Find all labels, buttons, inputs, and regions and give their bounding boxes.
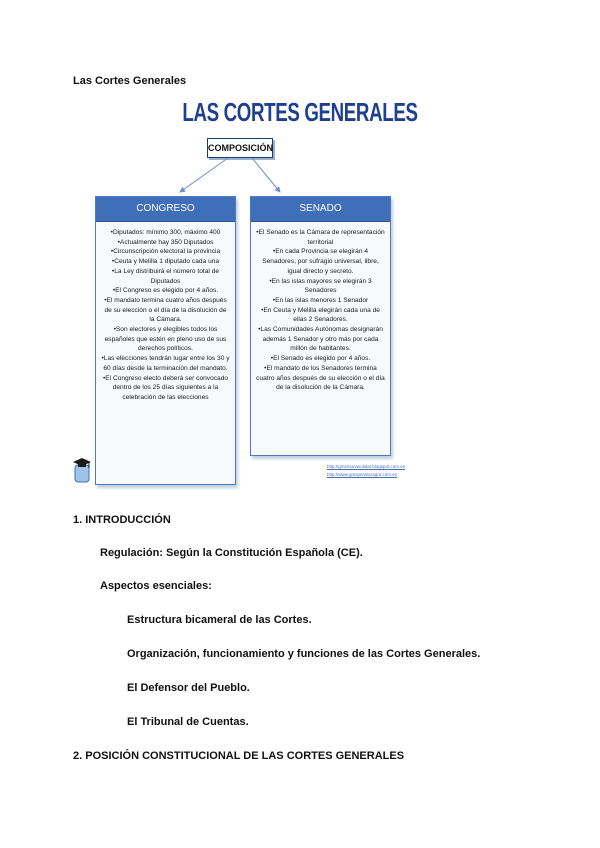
aspect-item: Organización, funcionamiento y funciones de las Cortes Generales. [127,648,481,660]
source-urls [327,463,405,479]
congreso-item: •Actualmente hay 350 Diputados [117,238,214,246]
congreso-body [96,222,235,403]
intro-title: 1. INTRODUCCIÓN [73,514,171,526]
senado-header: SENADO [251,197,390,222]
congreso-item: •Son electores y elegibles todos los españoles que estén en pleno uso de sus derechos políticos. [104,326,227,353]
senado-item: •El Senado es la Cámara de representación territorial [256,229,385,246]
congreso-item: •La Ley distribuirá el número total de Diputados [111,267,220,285]
url-link[interactable]: http://www.gmsperalozagra.com.es [327,472,398,477]
arrow-to-congreso [180,158,228,192]
senado-panel [250,196,391,456]
graduation-cap-logo-icon [73,457,91,483]
diagram-title: LAS CORTES GENERALES [182,97,418,127]
congreso-item: •Circunscripción electoral la provincia [110,248,221,256]
url-link[interactable]: http://gmsmunasolidar.blogspot.com.es [327,464,406,469]
aspects-title: Aspectos esenciales: [100,580,212,592]
senado-item: •En las islas mayores se elegirán 3 Senadores [269,277,372,295]
aspect-item: El Tribunal de Cuentas. [127,716,249,728]
aspect-item: Estructura bicameral de las Cortes. [127,614,312,626]
senado-body [251,222,390,393]
congreso-panel [95,196,236,485]
congreso-header: CONGRESO [96,197,235,222]
congreso-item: •El Congreso es elegido por 4 años. [112,287,219,295]
senado-item: •En Ceuta y Melilla elegirán cada una de ellas 2 Senadores. [261,306,380,324]
senado-item: •El Senado es elegido por 4 años. [270,355,371,363]
congreso-item: •Las elecciones tendrán lugar entre los 30 y 60 días desde la terminación del mandato. [101,355,230,372]
congreso-item: •Ceuta y Melilla 1 diputado cada una [111,258,220,266]
senado-item: •El mandato de los Senadores termina cuatro años después de su elección o el día de la disolución de la Cámara. [256,364,385,392]
senado-item: •En las islas menores 1 Senador [272,296,369,304]
regulation-line: Regulación: Según la Constitución Española (CE). [100,547,363,559]
aspect-item: El Defensor del Pueblo. [127,682,250,694]
arrow-to-senado [252,158,280,192]
congreso-item: •El mandato termina cuatro años después de su elección o el día de la disolución de la Cámara. [104,296,227,324]
congreso-item: •El Congreso electo deberá ser convocado dentro de los 25 días siguientes a la celebración de las elecciones [102,374,229,401]
composition-box: COMPOSICIÓN [207,138,273,158]
congreso-item: •Diputados: mínimo 300, máximo 400 [110,229,221,236]
senado-item: •Las Comunidades Autónomas designarán además 1 Senador y otro más por cada millón de habitantes. [258,326,383,353]
senado-item: •En cada Provincia se elegirán 4 Senadores, por sufragio universal, libre, igual directo y secreto. [262,248,379,275]
section2-title: 2. POSICIÓN CONSTITUCIONAL DE LAS CORTES GENERALES [73,750,405,762]
page-heading: Las Cortes Generales [73,75,187,87]
